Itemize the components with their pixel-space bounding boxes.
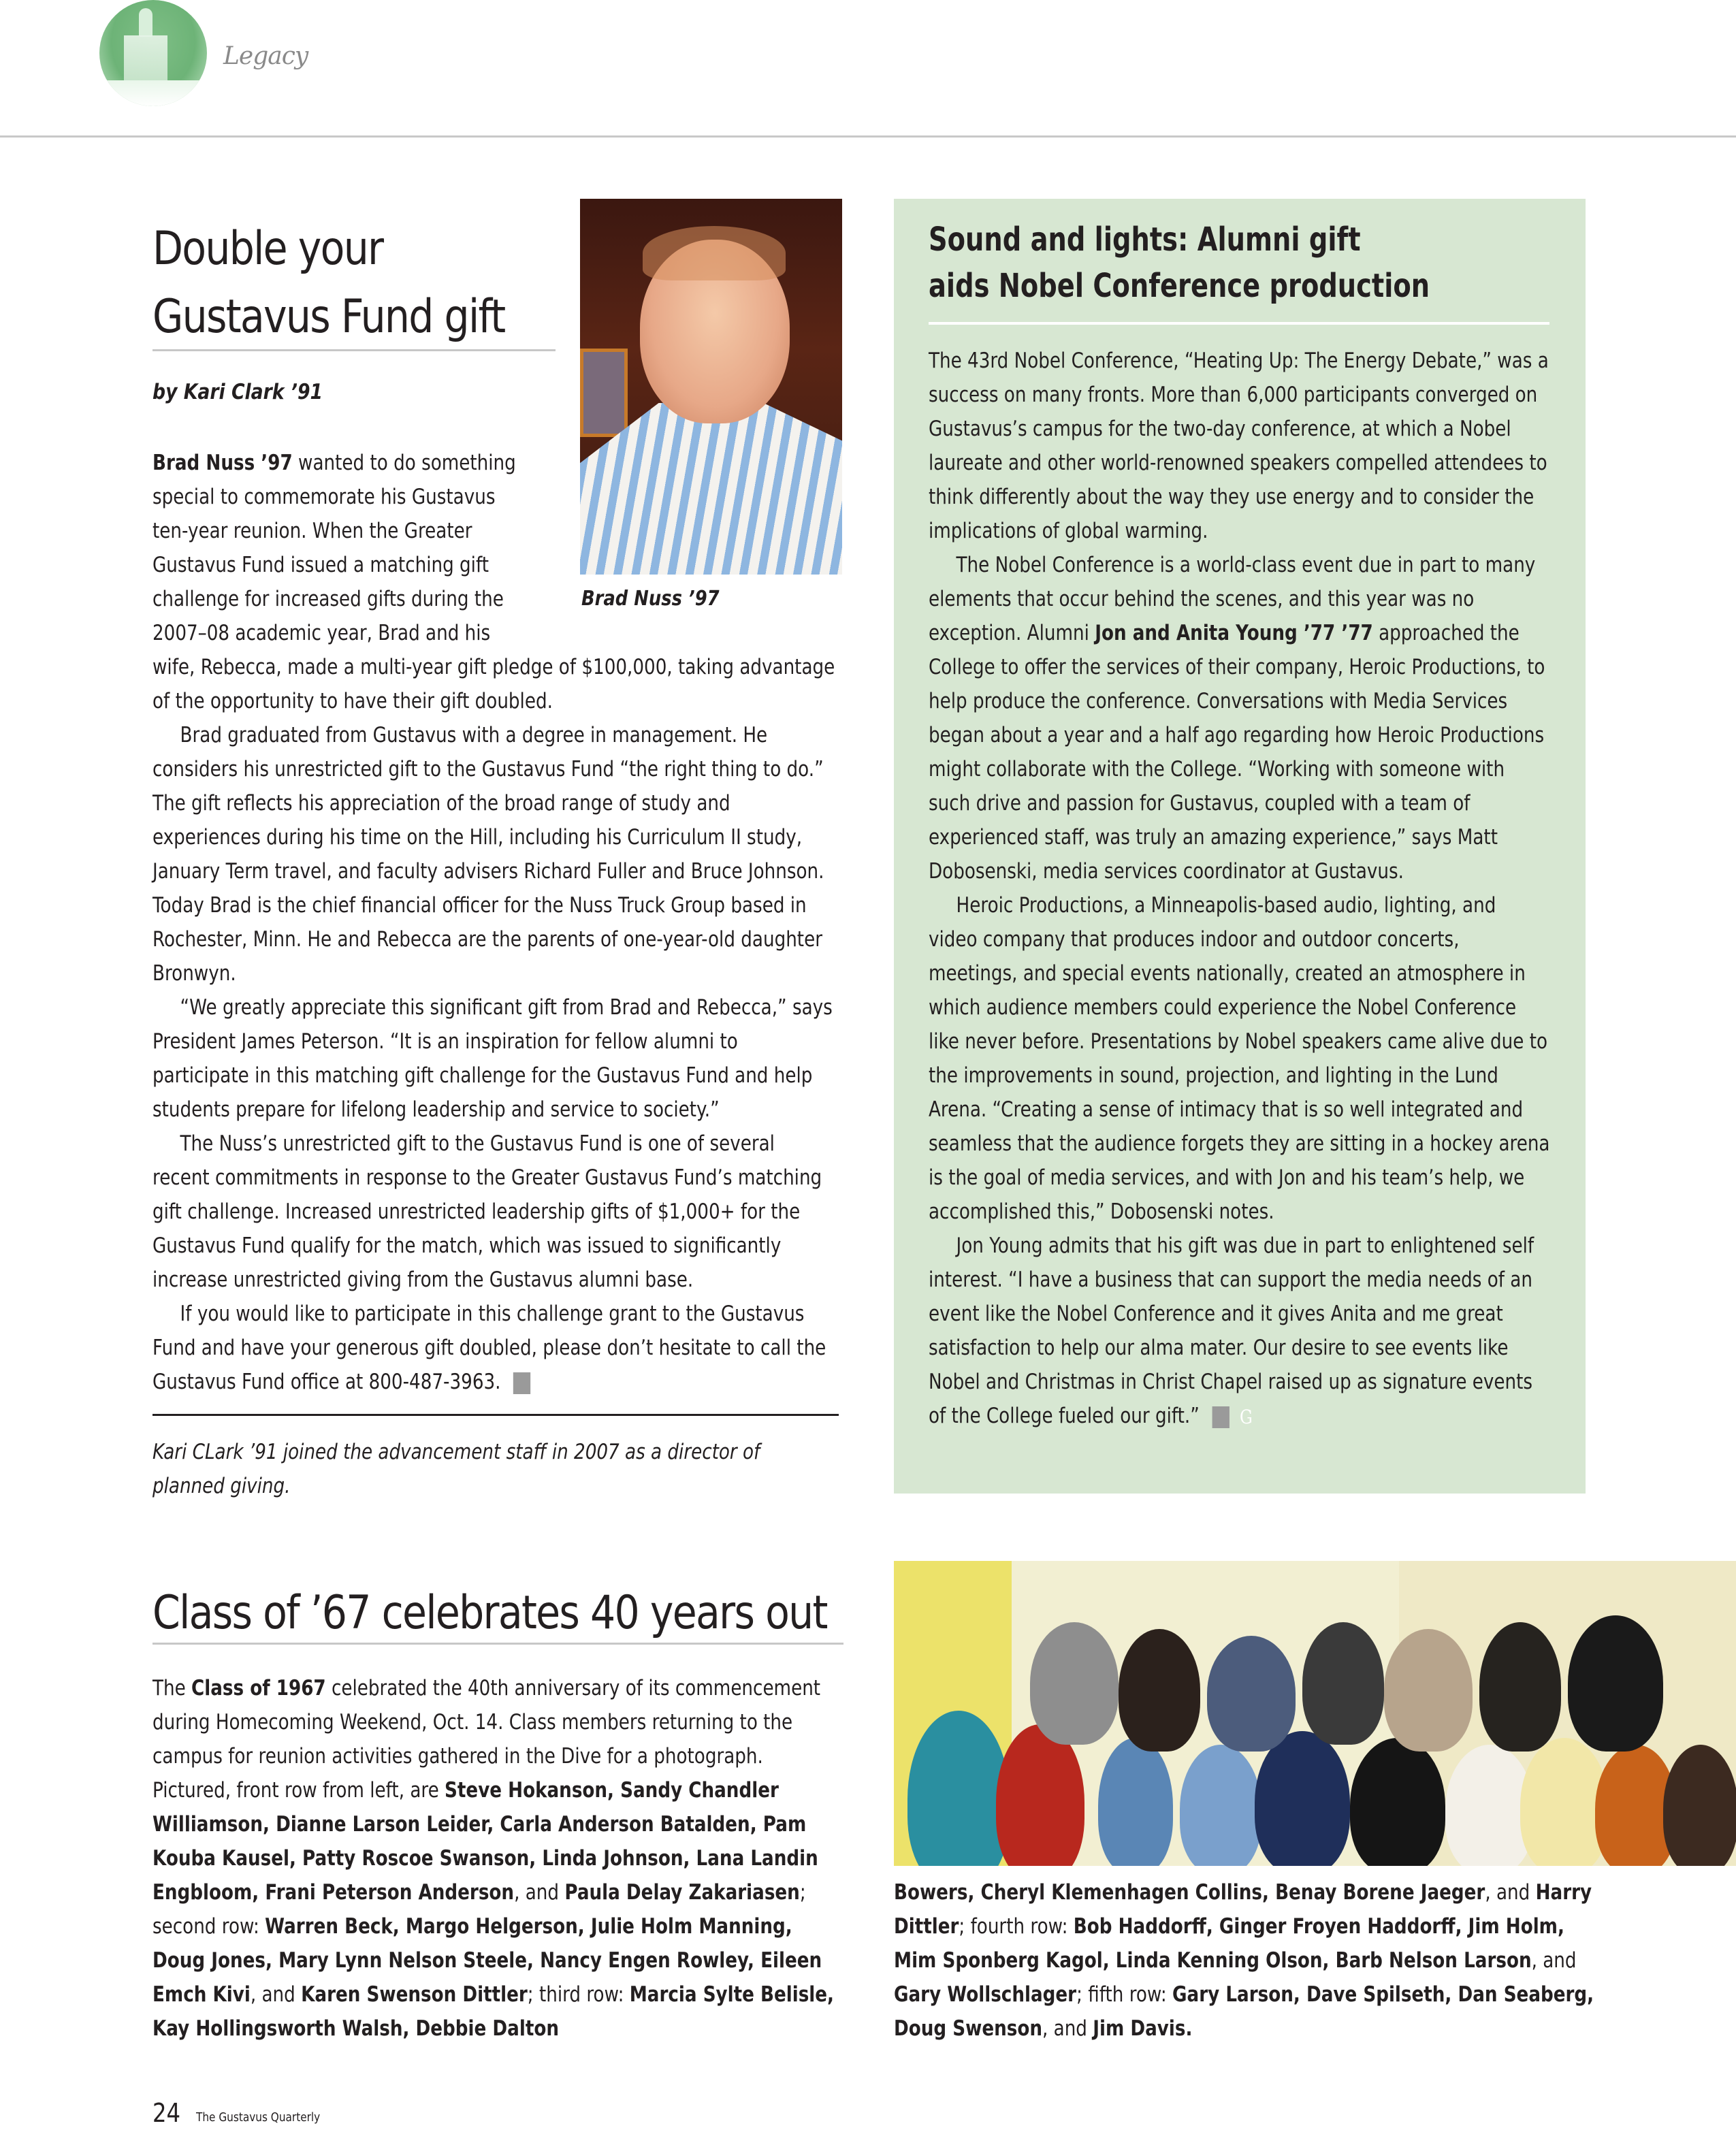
photo-person [1030,1622,1119,1745]
fifth-row-names: Gary Larson, Dave Spilseth, Dan Seaberg, Doug Swenson [894,1982,1594,2041]
class-name: Class of 1967 [191,1676,326,1700]
logo-tower [139,8,152,37]
article-body-text [152,650,837,1399]
photo-person [1180,1745,1261,1866]
article-title-line-1: Double your [152,222,383,276]
author-bio-text: Kari CLark ’91 joined the advancement staff in 2007 as a director of planned giving. [152,1440,760,1498]
paragraph: Heroic Productions, a Minneapolis-based audio, lighting, and video company that produces indoor and outdoor concerts, meetings, and special events nationally, created an atmosphere in which audience members could experience the Nobel Conference like never before. Presentations by Nobel speakers came alive due to the improvements in sound, projection, and lighting in the Lund Arena. “Creating a sense of intimacy that is so well integrated and seamless that the audience forgets they are sitting in a hockey arena is the goal of media services, and with Jon and his team’s help, we accomplished this,” Dobosenski notes. [929,893,1550,1224]
article-intro-narrow [152,446,534,650]
third-row-last-name: Harry Dittler [894,1880,1592,1939]
publication-name: The Gustavus Quarterly [196,2110,321,2125]
text: celebrated the 40th anniversary of its commencement during Homecoming Weekend, Oct. 14. Class members returning to the campus for reunion activities gathered in the Dive for a photograph. Pictured, front row from left, are [152,1676,821,1803]
photo-person [1350,1738,1445,1866]
second-row-names: Warren Beck, Margo Helgerson, Julie Holm Manning, Doug Jones, Mary Lynn Nelson Steele, Nancy Engen Rowley, Eileen Emch Kivi [152,1914,822,2007]
article2-body-text [152,1671,843,2046]
sidebar-title-divider [929,322,1549,325]
paragraph-text: If you would like to participate in this challenge grant to the Gustavus Fund and have your generous gift doubled, please don’t hesitate to call the Gustavus Fund office at 800-487-3963. [152,1302,826,1394]
front-row-names: Steve Hokanson, Sandy Chandler Williamson, Dianne Larson Leider, Carla Anderson Batalden, Pam Kouba Kausel, Patty Roscoe Swanson, Linda Johnson, Lana Landin Engbloom, Frani Peterson Anderson [152,1778,818,1905]
text: , and [1485,1880,1536,1905]
second-row-last-name: Karen Swenson Dittler [301,1982,528,2007]
paragraph: Brad graduated from Gustavus with a degree in management. He considers his unrestricted gift to the Gustavus Fund “the right thing to do.” The gift reflects his appreciation of the broad range of study and experiences during his time on the Hill, including his Curriculum II study, January Term travel, and faculty advisers Richard Fuller and Bruce Johnson. Today Brad is the chief financial officer for the Nuss Truck Group based in Rochester, Minn. He and Rebecca are the parents of one-year-old daughter Bronwyn. [152,723,824,986]
sidebar-body [929,344,1664,1433]
photo-person [1384,1629,1473,1752]
alumni-names: Jon and Anita Young ’77 ’77 [1095,621,1373,645]
gustavus-end-mark-icon: G [513,1372,530,1394]
photo-person [996,1724,1084,1866]
text: , and [1531,1948,1577,1973]
paragraph: wife, Rebecca, made a multi-year gift pledge of $100,000, taking advantage of the opportunity to have their gift doubled. [152,655,835,713]
article2-body-continued [894,1875,1736,2046]
paragraph: The 43rd Nobel Conference, “Heating Up: The Energy Debate,” was a success on many fronts. More than 6,000 participants converged on Gustavus’s campus for the two-day conference, at which a Nobel laureate and other world-renowned speakers compelled attendees to think differently about the way they use energy and to consider the implications of global warming. [929,349,1549,543]
row-label: ; third row: [527,1982,630,2007]
sidebar-title [929,216,1582,309]
paragraph [152,1297,837,1399]
intro-line [152,446,544,480]
paragraph: “We greatly appreciate this significant gift from Brad and Rebecca,” says President James Peterson. “It is an inspiration for fellow alumni to participate in this matching gift challenge for the Gustavus Fund and help students prepare for lifelong leadership and service to society.” [152,995,833,1122]
paragraph: The Nuss’s unrestricted gift to the Gustavus Fund is one of several recent commitments in response to the Greater Gustavus Fund’s matching gift challenge. Increased unrestricted leadership gifts of $1,000+ for the Gustavus Fund qualify for the match, which was issued to significantly increase unrestricted giving from the Gustavus alumni base. [152,1131,822,1292]
logo-building [124,35,167,82]
row-label: ; fourth row: [959,1914,1074,1939]
fourth-row-names: Bob Haddorff, Ginger Froyen Haddorff, Jim Holm, Mim Sponberg Kagol, Linda Kenning Olson, Barb Nelson Larson [894,1914,1564,1973]
photo-person [1255,1731,1350,1866]
text: The [152,1676,192,1700]
photo-background-frame [580,349,628,437]
article-end-divider [152,1414,839,1416]
fifth-row-last-name: Jim Davis. [1093,2016,1193,2041]
photo-person [1663,1745,1736,1866]
byline: by Kari Clark ’91 [152,380,323,404]
fourth-row-last-name: Gary Wollschlager [894,1982,1077,2007]
photo-caption: Brad Nuss ’97 [581,587,720,611]
article-body [152,650,963,1399]
intro-line: 2007–08 academic year, Brad and his [152,621,491,645]
sidebar-title-line-1: Sound and lights: Alumni gift [929,221,1361,259]
intro-lines [152,446,544,650]
photo-person [1302,1622,1384,1745]
lead-name: Brad Nuss ’97 [152,451,293,475]
row-label: ; second row: [152,1880,806,1939]
third-row-names-continued: Bowers, Cheryl Klemenhagen Collins, Benay Borene Jaeger [894,1880,1485,1905]
portrait-photo-brad-nuss [580,199,842,575]
photo-person [1119,1629,1200,1752]
photo-person [1479,1622,1561,1752]
logo-base [99,80,207,106]
paragraph [929,1229,1550,1433]
intro-line: ten-year reunion. When the Greater [152,519,472,543]
title-divider [152,349,556,351]
photo-person [907,1711,1010,1866]
article-title [152,215,562,351]
front-row-last-name: Paula Delay Zakariasen [564,1880,800,1905]
college-building-medallion-icon [99,0,207,106]
sidebar-title-line-2: aids Nobel Conference production [929,267,1430,305]
intro-line-text: wanted to do something [292,451,516,475]
article2-title: Class of ’67 celebrates 40 years out [152,1586,827,1640]
gustavus-end-mark-icon: G [1212,1406,1229,1428]
text: , and [514,1880,565,1905]
row-label: ; fifth row: [1076,1982,1173,2007]
section-label: Legacy [223,42,308,70]
paragraph-text: approached the College to offer the services of their company, Heroic Productions, to help produce the conference. Conversations with Media Services began about a year and a half ago regarding how Heroic Productions might collaborate with the College. “Working with someone with such drive and passion for Gustavus, coupled with a team of experienced staff, was truly an amazing experience,” says Matt Dobosenski, media services coordinator at Gustavus. [929,621,1545,884]
intro-line: special to commemorate his Gustavus [152,485,496,509]
article2-body-continued-text [894,1875,1601,2046]
text: , and [1042,2016,1093,2041]
paragraph-text: The Nobel Conference is a world-class event due in part to many elements that occur behind the scenes, and this year was no exception. Alumni [929,553,1536,645]
photo-person [1568,1615,1663,1752]
article-title-line-2: Gustavus Fund gift [152,290,505,344]
page-number: 24 [152,2098,181,2128]
intro-line: Gustavus Fund issued a matching gift [152,553,489,577]
header-divider [0,135,1736,138]
photo-hair [643,226,786,280]
article2-body [152,1671,969,2046]
text: , and [250,1982,302,2007]
third-row-names: Marcia Sylte Belisle, Kay Hollingsworth Walsh, Debbie Dalton [152,1982,835,2041]
intro-line: challenge for increased gifts during the [152,587,504,611]
photo-person [1207,1636,1296,1752]
group-photo-class-of-1967 [894,1561,1736,1866]
paragraph [929,548,1550,888]
photo-person [1098,1738,1173,1866]
article2-title-divider [152,1643,843,1645]
paragraph-text: Jon Young admits that his gift was due in part to enlightened self interest. “I have a business that can support the media needs of an event like the Nobel Conference and it gives Anita and me great satisfaction to help our alma mater. Our desire to see events like Nobel and Christmas in Christ Chapel raised up as signature events of the College fueled our gift.” [929,1233,1534,1428]
author-bio [152,1435,956,1503]
sidebar-body-text [929,344,1550,1433]
